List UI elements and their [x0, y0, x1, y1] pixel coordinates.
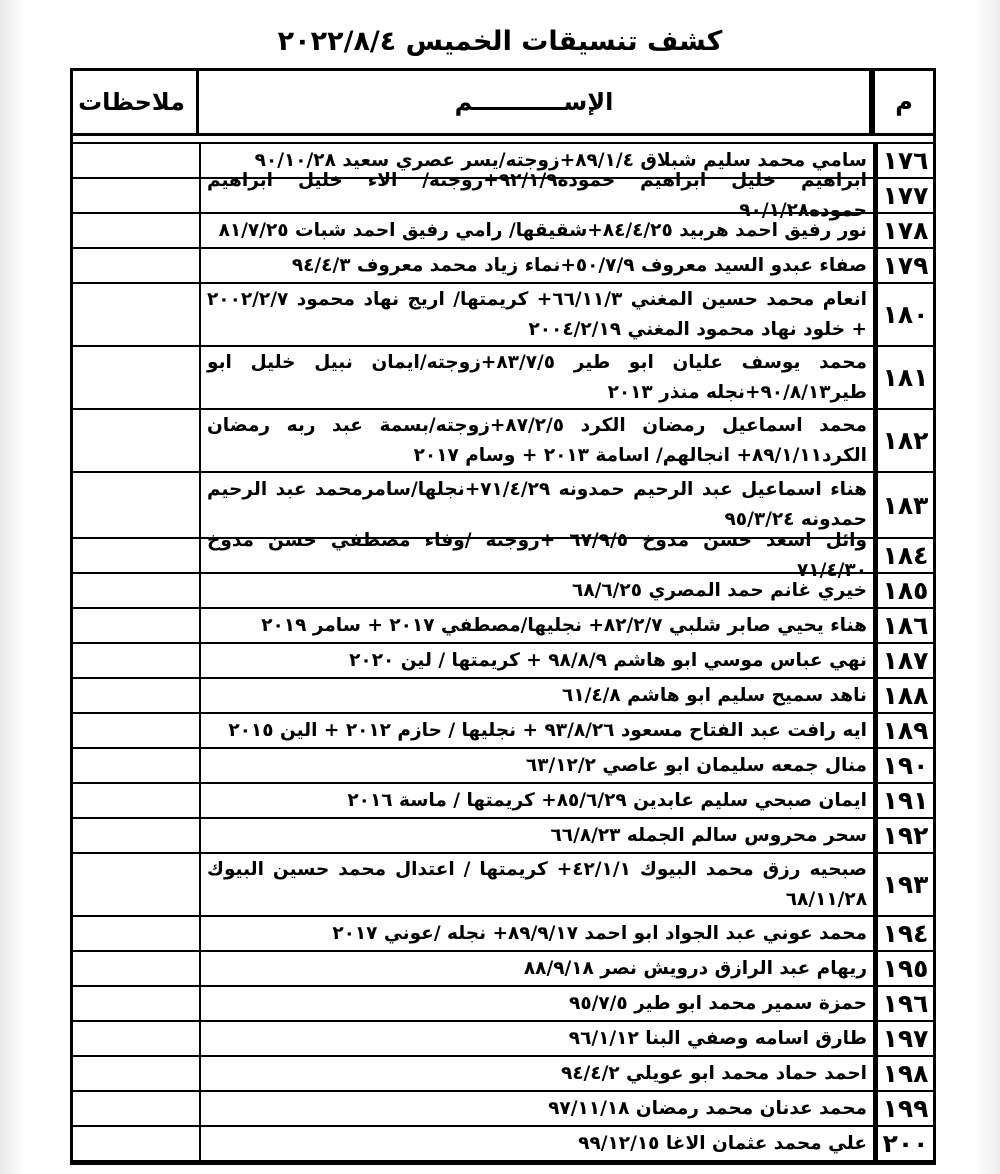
- row-name: احمد حماد محمد ابو عويلي ٩٤/٤/٢: [199, 1057, 875, 1090]
- row-number: ١٨٦: [875, 609, 933, 642]
- row-name: محمد يوسف عليان ابو طير ٨٣/٧/٥+زوجته/ايمان نبيل خليل ابو طير٩٠/٨/١٣+نجله منذر ٢٠١٣: [199, 347, 875, 408]
- row-notes: [73, 347, 193, 408]
- row-number: ١٧٦: [875, 144, 933, 177]
- row-number: ١٩٨: [875, 1057, 933, 1090]
- table-body: [73, 144, 933, 1162]
- row-notes: [73, 1022, 193, 1055]
- row-number: ١٨٨: [875, 679, 933, 712]
- table-row: [73, 169, 933, 221]
- table-row: [73, 284, 933, 347]
- table-row: [73, 679, 933, 714]
- row-number: ١٧٨: [875, 214, 933, 247]
- row-name: ناهد سميح سليم ابو هاشم ٦١/٤/٨: [199, 679, 875, 712]
- row-name: محمد عدنان محمد رمضان ٩٧/١١/١٨: [199, 1092, 875, 1125]
- row-number: ١٧٩: [875, 249, 933, 282]
- row-number: ١٩٥: [875, 952, 933, 985]
- row-name: هناء اسماعيل عبد الرحيم حمدونه ٧١/٤/٢٩+نجلها/سامرمحمد عبد الرحيم حمدونه ٩٥/٣/٢٤: [199, 473, 875, 537]
- row-name: سحر محروس سالم الجمله ٦٦/٨/٢٣: [199, 819, 875, 852]
- row-number: ١٩٣: [875, 854, 933, 915]
- row-number: ١٩٧: [875, 1022, 933, 1055]
- row-name: ايمان صبحي سليم عابدين ٨٥/٦/٢٩+ كريمتها / ماسة ٢٠١٦: [199, 784, 875, 817]
- table-row: [73, 609, 933, 644]
- table-row: [73, 529, 933, 581]
- row-number: ١٧٧: [875, 179, 933, 212]
- row-number: ١٩٩: [875, 1092, 933, 1125]
- row-name: منال جمعه سليمان ابو عاصي ٦٣/١٢/٢: [199, 749, 875, 782]
- row-notes: [73, 1092, 193, 1125]
- row-notes: [73, 1057, 193, 1090]
- row-name: ايه رافت عبد الفتاح مسعود ٩٣/٨/٢٦ + نجليها / حازم ٢٠١٢ + الين ٢٠١٥: [199, 714, 875, 747]
- row-notes: [73, 714, 193, 747]
- row-number: ٢٠٠: [875, 1127, 933, 1160]
- row-name: علي محمد عثمان الاغا ٩٩/١٢/١٥: [199, 1127, 875, 1160]
- row-name: انعام محمد حسين المغني ٦٦/١١/٣+ كريمتها/ اريج نهاد محمود ٢٠٠٢/٢/٧ + خلود نهاد محمود المغني ٢٠٠٤/٢/١٩: [199, 284, 875, 345]
- row-number: ١٨٣: [875, 473, 933, 537]
- row-notes: [73, 749, 193, 782]
- row-notes: [73, 179, 193, 212]
- row-notes: [73, 644, 193, 677]
- row-number: ١٨٧: [875, 644, 933, 677]
- row-notes: [73, 679, 193, 712]
- row-notes: [73, 784, 193, 817]
- row-number: ١٩٦: [875, 987, 933, 1020]
- row-name: سامي محمد سليم شبلاق ٨٩/١/٤+زوجته/يسر عصري سعيد ٩٠/١٠/٢٨: [199, 144, 875, 177]
- table-row: [73, 749, 933, 784]
- table-row: [73, 644, 933, 679]
- table-header: [73, 71, 933, 136]
- header-number: م: [872, 71, 933, 133]
- row-name: محمد عوني عبد الجواد ابو احمد ٨٩/٩/١٧+ نجله /عوني ٢٠١٧: [199, 917, 875, 950]
- row-name: طارق اسامه وصفي البنا ٩٦/١/١٢: [199, 1022, 875, 1055]
- row-number: ١٨١: [875, 347, 933, 408]
- table-row: [73, 854, 933, 917]
- row-number: ١٨٠: [875, 284, 933, 345]
- row-name: ابراهيم خليل ابراهيم حموده٩٢/١/٩+زوجته/ الاء خليل ابراهيم حموده٩٠/١/٢٨: [199, 179, 875, 212]
- row-notes: [73, 410, 193, 471]
- table-row: [73, 819, 933, 854]
- row-number: ١٩٤: [875, 917, 933, 950]
- table-row: [73, 714, 933, 749]
- page-title: كشف تنسيقات الخميس ٢٠٢٢/٨/٤: [277, 26, 723, 57]
- row-name: صبحيه رزق محمد البيوك ٤٢/١/١+ كريمتها / اعتدال محمد حسين البيوك ٦٨/١١/٢٨: [199, 854, 875, 915]
- row-notes: [73, 214, 193, 247]
- header-name: الإســـــــــــم: [196, 71, 872, 133]
- row-notes: [73, 987, 193, 1020]
- row-number: ١٩٢: [875, 819, 933, 852]
- row-name: محمد اسماعيل رمضان الكرد ٨٧/٢/٥+زوجته/بسمة عبد ربه رمضان الكرد٨٩/١/١١+ انجالهم/ اسامة ٢٠١٣ + وسام ٢٠١٧: [199, 410, 875, 471]
- row-number: ١٨٥: [875, 574, 933, 607]
- table-row: [73, 1092, 933, 1127]
- table-row: [73, 784, 933, 819]
- row-notes: [73, 917, 193, 950]
- row-notes: [73, 854, 193, 915]
- table-row: [73, 410, 933, 473]
- row-notes: [73, 1127, 193, 1160]
- row-notes: [73, 574, 193, 607]
- row-notes: [73, 249, 193, 282]
- row-name: خيري غانم حمد المصري ٦٨/٦/٢٥: [199, 574, 875, 607]
- row-number: ١٨٩: [875, 714, 933, 747]
- table-row: [73, 987, 933, 1022]
- table-row: [73, 347, 933, 410]
- row-notes: [73, 473, 193, 537]
- row-name: وائل اسعد حسن مدوخ ٦٧/٩/٥ +زوجته /وفاء مصطفي حسن مدوخ ٧١/٤/٣٠: [199, 539, 875, 572]
- table-row: [73, 249, 933, 284]
- row-notes: [73, 609, 193, 642]
- row-notes: [73, 819, 193, 852]
- header-spacer: [73, 136, 933, 144]
- table-row: [73, 1022, 933, 1057]
- row-name: نهي عباس موسي ابو هاشم ٩٨/٨/٩ + كريمتها / لين ٢٠٢٠: [199, 644, 875, 677]
- row-notes: [73, 539, 193, 572]
- names-table: [70, 68, 936, 1165]
- row-notes: [73, 284, 193, 345]
- table-row: [73, 574, 933, 609]
- row-number: ١٩١: [875, 784, 933, 817]
- row-notes: [73, 144, 193, 177]
- table-row: [73, 1057, 933, 1092]
- row-name: نور رفيق احمد هربيد ٨٤/٤/٢٥+شقيقها/ رامي رفيق احمد شبات ٨١/٧/٢٥: [199, 214, 875, 247]
- row-name: صفاء عبدو السيد معروف ٥٠/٧/٩+نماء زياد محمد معروف ٩٤/٤/٣: [199, 249, 875, 282]
- row-name: ريهام عبد الرازق درويش نصر ٨٨/٩/١٨: [199, 952, 875, 985]
- table-row: [73, 214, 933, 249]
- row-name: حمزة سمير محمد ابو طير ٩٥/٧/٥: [199, 987, 875, 1020]
- table-row: [73, 917, 933, 952]
- header-notes: ملاحظات: [78, 88, 185, 116]
- row-name: هناء يحيي صابر شلبي ٨٢/٢/٧+ نجليها/مصطفي ٢٠١٧ + سامر ٢٠١٩: [199, 609, 875, 642]
- row-notes: [73, 952, 193, 985]
- row-number: ١٩٠: [875, 749, 933, 782]
- table-row: [73, 1127, 933, 1162]
- row-number: ١٨٤: [875, 539, 933, 572]
- table-row: [73, 952, 933, 987]
- row-number: ١٨٢: [875, 410, 933, 471]
